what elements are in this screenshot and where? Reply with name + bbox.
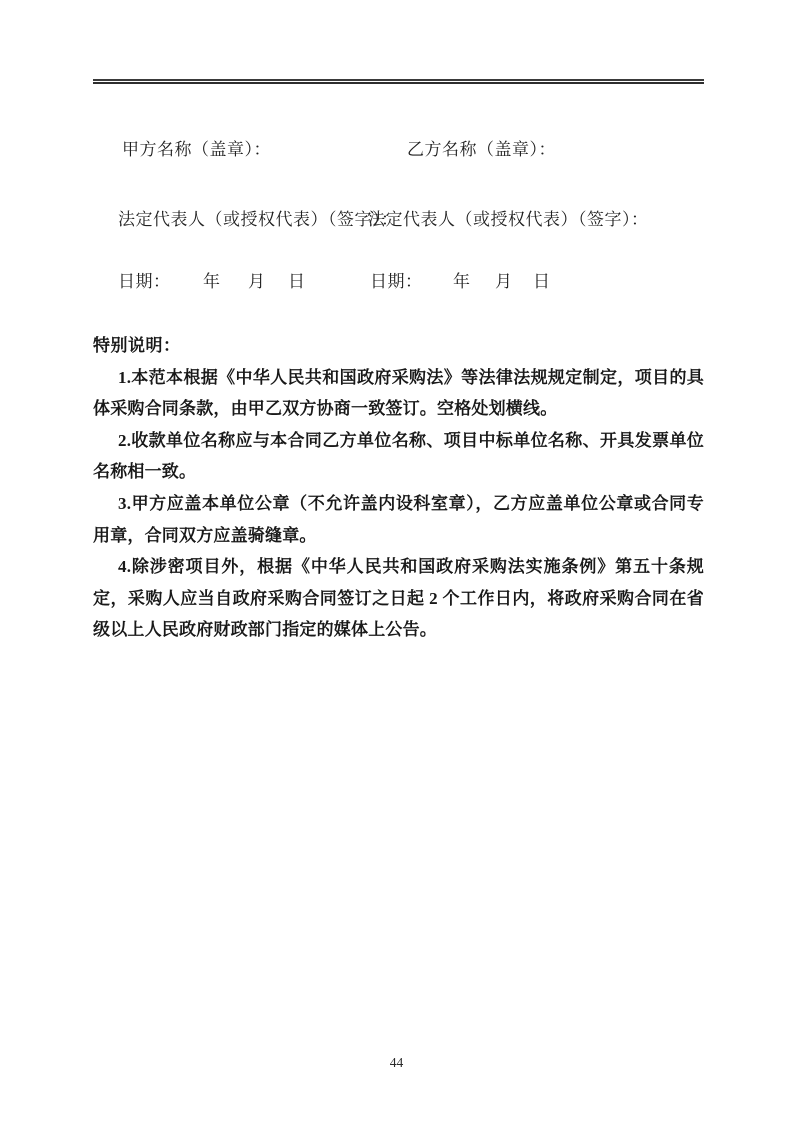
party-a-name-label: 甲方名称（盖章）： <box>122 140 271 159</box>
date-a-year-label: 年 <box>203 272 221 291</box>
note-item-3: 3.甲方应盖本单位公章（不允许盖内设科室章），乙方应盖单位公章或合同专用章，合同双方应盖骑缝章。 <box>93 493 704 545</box>
party-a-representative-label: 法定代表人（或授权代表）（签字）： <box>118 210 399 229</box>
date-b-day-label: 日 <box>533 272 551 291</box>
date-b-year-label: 年 <box>453 272 471 291</box>
party-b-representative-label: 法定代表人（或授权代表）（签字）： <box>368 210 649 229</box>
header-rule <box>93 79 704 84</box>
note-item-2: 2.收款单位名称应与本合同乙方单位名称、项目中标单位名称、开具发票单位名称相一致。 <box>93 430 704 482</box>
date-b-label: 日期： <box>370 272 423 291</box>
date-a-label: 日期： <box>118 272 171 291</box>
date-a-month-label: 月 <box>248 272 266 291</box>
date-a-day-label: 日 <box>288 272 306 291</box>
special-notes-section <box>93 330 704 646</box>
page-number: 44 <box>389 1055 404 1070</box>
note-item-4: 4.除涉密项目外，根据《中华人民共和国政府采购法实施条例》第五十条规定，采购人应当自政府采购合同签订之日起 2 个工作日内，将政府采购合同在省级以上人民政府财政部门指定的媒体上公告。 <box>93 557 704 640</box>
special-notes-heading: 特别说明： <box>93 336 181 355</box>
party-b-name-label: 乙方名称（盖章）： <box>407 140 556 159</box>
note-item-1: 1.本范本根据《中华人民共和国政府采购法》等法律法规规定制定，项目的具体采购合同条款，由甲乙双方协商一致签订。空格处划横线。 <box>93 367 704 419</box>
date-b-month-label: 月 <box>495 272 513 291</box>
